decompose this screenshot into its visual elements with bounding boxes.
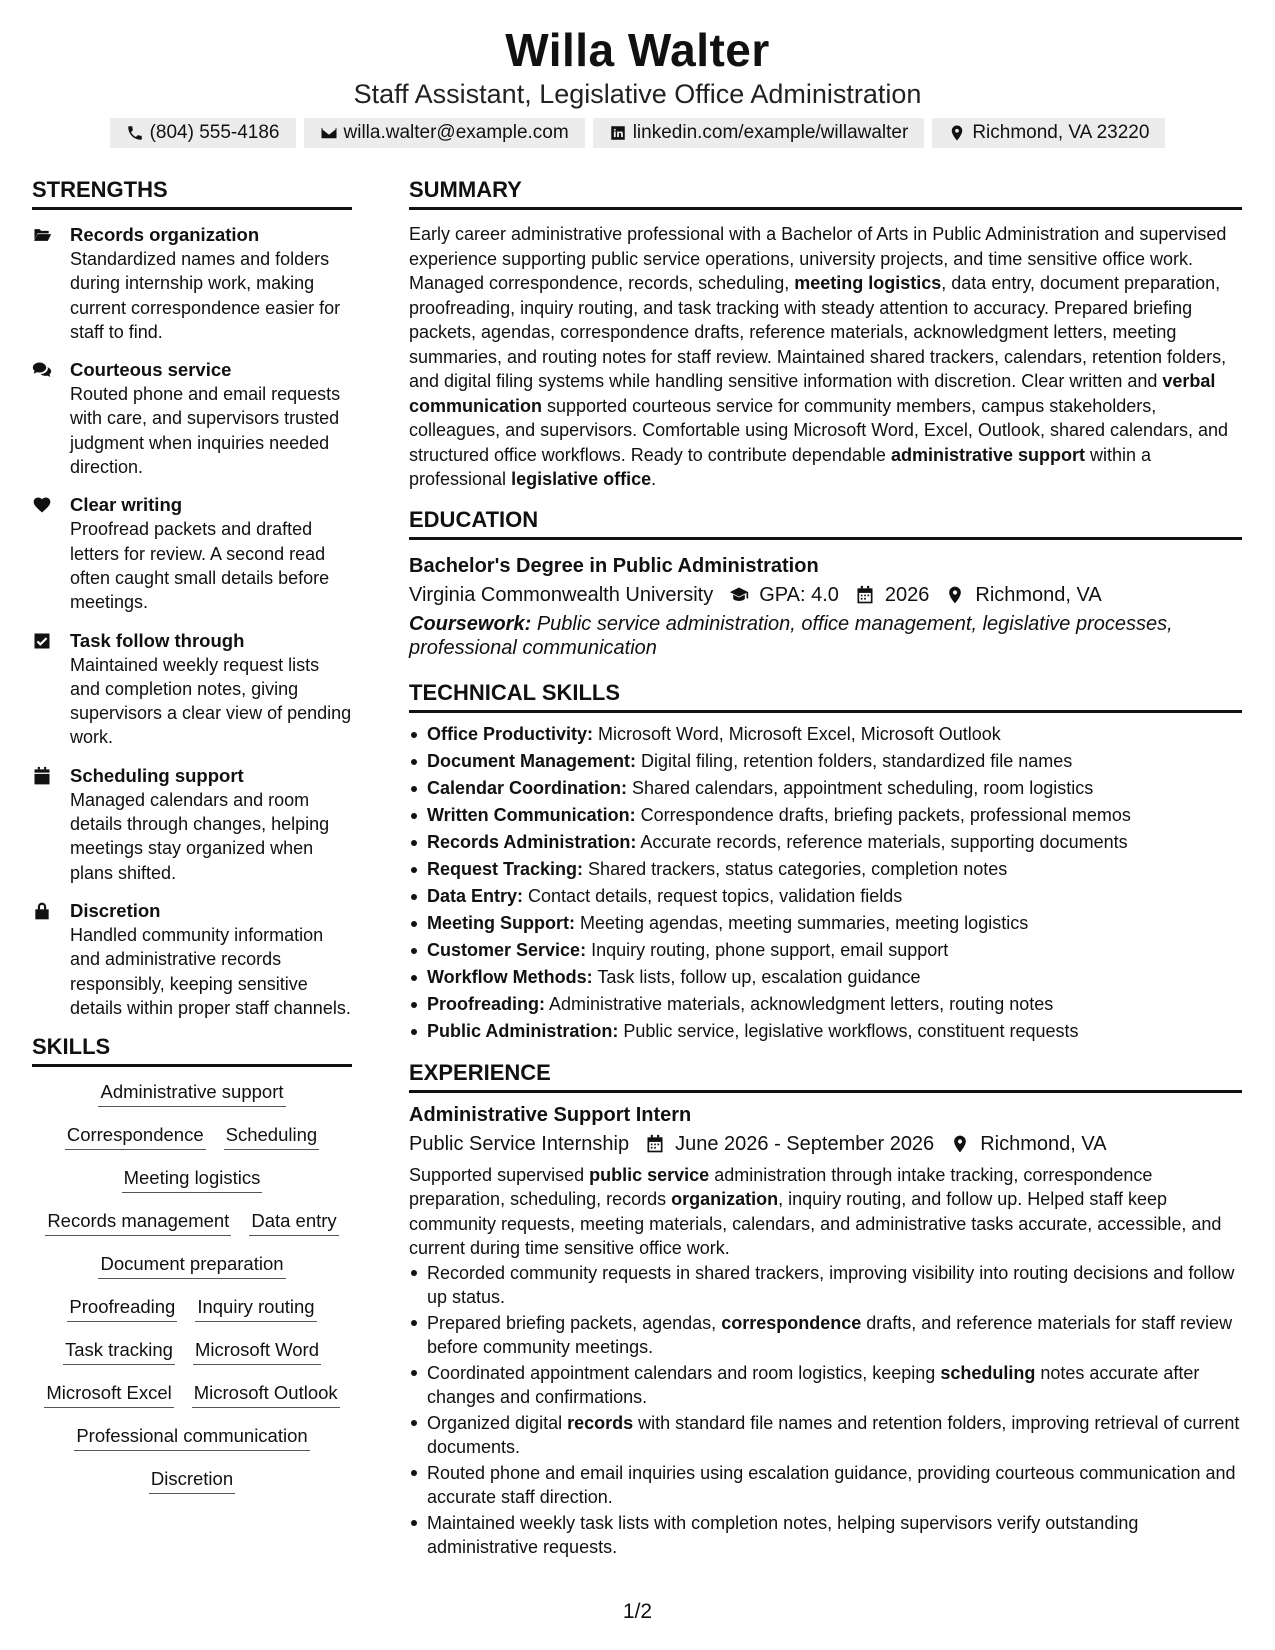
contact-email[interactable]	[304, 118, 585, 148]
technical-skill-label: Office Productivity:	[427, 723, 594, 744]
skill-tag: Microsoft Word	[193, 1337, 321, 1365]
technical-skill-item: Workflow Methods: Task lists, follow up, escalation guidance	[409, 964, 1242, 991]
technical-skill-label: Meeting Support:	[427, 912, 575, 933]
skill-row	[32, 1466, 352, 1494]
technical-skill-item: Document Management: Digital filing, retention folders, standardized file names	[409, 748, 1242, 775]
strengths-heading: STRENGTHS	[32, 176, 352, 210]
right-column	[409, 176, 1242, 1561]
job-org: Public Service Internship	[409, 1132, 630, 1155]
skill-tag: Administrative support	[98, 1079, 285, 1107]
skill-tag: Microsoft Excel	[44, 1380, 173, 1408]
candidate-title: Staff Assistant, Legislative Office Administration	[353, 79, 922, 109]
summary-text: Early career administrative professional with a Bachelor of Arts in Public Administration and supervised experience supporting public service operations, university projects, and time sensitive office work. Managed correspondence, records, scheduling, meeting logistics, data entry, document preparation, proofreading, inquiry routing, and task tracking with steady attention to accuracy. Prepared briefing packets, agendas, correspondence drafts, reference materials, acknowledgment letters, meeting summaries, and routing notes for staff review. Maintained shared trackers, calendars, retention folders, and digital filing systems while handling sensitive information with discretion. Clear written and verbal communication supported courteous service for community members, campus stakeholders, colleagues, and supervisors. Comfortable using Microsoft Word, Excel, Outlook, shared calendars, and structured office workflows. Ready to contribute dependable administrative support within a professional legislative office.	[409, 224, 1229, 489]
calendar-icon	[855, 585, 875, 605]
lock-icon	[32, 901, 52, 921]
technical-skill-item: Office Productivity: Microsoft Word, Microsoft Excel, Microsoft Outlook	[409, 721, 1242, 748]
emphasis-text: scheduling	[940, 1362, 1036, 1383]
emphasis-text: legislative office	[511, 469, 652, 489]
emphasis-text: administrative support	[890, 444, 1085, 465]
left-column	[32, 176, 352, 1509]
emphasis-text: public service	[589, 1164, 710, 1185]
phone-icon	[126, 124, 144, 142]
emphasis-text: organization	[671, 1189, 779, 1209]
technical-skill-item: Public Administration: Public service, legislative workflows, constituent requests	[409, 1018, 1242, 1045]
strength-text: Managed calendars and room details through changes, helping meetings stay organized when plans shifted.	[70, 789, 330, 883]
technical-skill-label: Document Management:	[427, 750, 637, 771]
skill-tag: Records management	[45, 1208, 231, 1236]
skill-tag: Inquiry routing	[195, 1294, 316, 1322]
strength-title: Records organization	[70, 224, 260, 245]
page-number: 1/2	[622, 1600, 653, 1623]
contact-email-text: willa.walter@example.com	[343, 122, 569, 143]
strength-item	[32, 492, 352, 614]
contact-linkedin[interactable]	[593, 118, 925, 148]
chat-bubbles-icon	[32, 360, 52, 380]
skill-row	[32, 1251, 352, 1279]
graduation-cap-icon	[729, 585, 749, 605]
skill-row	[32, 1208, 352, 1236]
map-pin-icon	[948, 124, 966, 142]
contact-linkedin-text: linkedin.com/example/willawalter	[632, 122, 909, 143]
strength-text: Proofread packets and drafted letters for review. A second read often caught small details before meetings.	[70, 519, 330, 613]
technical-skill-label: Request Tracking:	[427, 858, 584, 879]
education-coursework	[409, 612, 1242, 661]
job-title: Administrative Support Intern	[409, 1103, 692, 1126]
technical-skill-label: Public Administration:	[427, 1020, 619, 1041]
education-degree: Bachelor's Degree in Public Administration	[409, 554, 819, 577]
technical-skill-item: Data Entry: Contact details, request topics, validation fields	[409, 883, 1242, 910]
technical-skill-item: Written Communication: Correspondence drafts, briefing packets, professional memos	[409, 802, 1242, 829]
envelope-icon	[320, 124, 338, 142]
skill-tag: Meeting logistics	[122, 1165, 263, 1193]
skill-tag: Correspondence	[65, 1122, 206, 1150]
skills-section	[32, 1033, 352, 1494]
strength-title: Discretion	[70, 899, 161, 921]
strength-title: Task follow through	[70, 629, 245, 651]
skill-tag: Proofreading	[67, 1294, 177, 1322]
heart-icon	[32, 495, 52, 515]
education-year: 2026	[884, 583, 930, 606]
skill-tag: Scheduling	[224, 1122, 320, 1150]
coursework-text: Public service administration, office management, legislative processes, professional communication	[409, 612, 1173, 659]
technical-skills-heading: TECHNICAL SKILLS	[409, 679, 1242, 713]
strength-title: Scheduling support	[70, 764, 244, 786]
technical-skill-item: Calendar Coordination: Shared calendars, appointment scheduling, room logistics	[409, 775, 1242, 802]
coursework-label: Coursework:	[409, 612, 532, 635]
technical-skill-item: Records Administration: Accurate records, reference materials, supporting documents	[409, 829, 1242, 856]
contact-bar	[0, 118, 1275, 148]
job-meta	[409, 1129, 1242, 1159]
linkedin-icon	[609, 124, 627, 142]
job-dates: June 2026 - September 2026	[675, 1132, 935, 1155]
technical-skill-item: Proofreading: Administrative materials, acknowledgment letters, routing notes	[409, 991, 1242, 1018]
skill-tag: Data entry	[249, 1208, 338, 1236]
technical-skill-label: Customer Service:	[427, 939, 587, 960]
skill-tag: Microsoft Outlook	[192, 1380, 340, 1408]
strength-item	[32, 898, 352, 1020]
emphasis-text: records	[567, 1412, 634, 1433]
job-bullet: Coordinated appointment calendars and room logistics, keeping scheduling notes accurate after changes and confirmations.	[409, 1361, 1242, 1410]
job-bullet: Recorded community requests in shared trackers, improving visibility into routing decisions and follow up status.	[409, 1261, 1242, 1310]
skill-row	[32, 1122, 352, 1150]
strength-title: Courteous service	[70, 359, 232, 381]
strength-text: Handled community information and administrative records responsibly, keeping sensitive details within proper staff channels.	[70, 924, 351, 1018]
candidate-name: Willa Walter	[505, 24, 770, 76]
skill-row	[32, 1380, 352, 1408]
skill-row	[32, 1165, 352, 1193]
calendar-icon	[32, 766, 52, 786]
contact-location	[932, 118, 1165, 148]
skill-row	[32, 1337, 352, 1365]
skill-row	[32, 1294, 352, 1322]
job-bullet: Routed phone and email inquiries using escalation guidance, providing courteous communication and accurate staff direction.	[409, 1461, 1242, 1510]
skill-row	[32, 1423, 352, 1451]
skill-row	[32, 1079, 352, 1107]
technical-skill-item: Meeting Support: Meeting agendas, meeting summaries, meeting logistics	[409, 910, 1242, 937]
education-location: Richmond, VA	[975, 583, 1102, 606]
map-pin-icon	[945, 585, 965, 605]
skill-tag: Document preparation	[98, 1251, 285, 1279]
emphasis-text: verbal communication	[409, 371, 1216, 416]
summary-heading: SUMMARY	[409, 176, 1242, 210]
education-school: Virginia Commonwealth University	[409, 583, 714, 606]
experience-heading: EXPERIENCE	[409, 1059, 1242, 1093]
technical-skill-item: Request Tracking: Shared trackers, status categories, completion notes	[409, 856, 1242, 883]
job-bullets	[409, 1261, 1242, 1560]
emphasis-text: meeting logistics	[794, 273, 942, 293]
skill-tag: Professional communication	[74, 1423, 309, 1451]
technical-skills-list	[409, 721, 1242, 1045]
skill-tag: Task tracking	[63, 1337, 175, 1365]
job-intro: Supported supervised public service administration through intake tracking, correspondence preparation, scheduling, records organization, inquiry routing, and follow up. Helped staff keep community requests, meeting materials, calendars, and administrative tasks accurate, accessible, and current during time sensitive office work.	[409, 1164, 1222, 1258]
technical-skill-label: Records Administration:	[427, 831, 637, 852]
skills-heading: SKILLS	[32, 1033, 352, 1067]
emphasis-text: correspondence	[721, 1312, 862, 1333]
resume-header	[0, 22, 1275, 148]
calendar-icon	[645, 1134, 665, 1154]
technical-skill-label: Workflow Methods:	[427, 966, 593, 987]
job-location: Richmond, VA	[980, 1132, 1107, 1155]
education-meta	[409, 580, 1242, 610]
strength-title: Clear writing	[70, 494, 183, 516]
education-gpa: GPA: 4.0	[759, 583, 839, 606]
technical-skill-label: Proofreading:	[427, 993, 546, 1014]
job-bullet: Maintained weekly task lists with completion notes, helping supervisors verify outstanding administrative requests.	[409, 1511, 1242, 1560]
strength-item	[32, 628, 352, 750]
technical-skill-label: Written Communication:	[427, 804, 636, 825]
skills-list	[32, 1079, 352, 1494]
education-heading: EDUCATION	[409, 506, 1242, 540]
strength-text: Routed phone and email requests with care, and supervisors trusted judgment when inquiries needed direction.	[70, 384, 341, 478]
strength-item	[32, 222, 352, 344]
contact-location-text: Richmond, VA 23220	[972, 122, 1150, 143]
map-pin-icon	[950, 1134, 970, 1154]
strength-text: Standardized names and folders during internship work, making current correspondence easier for staff to find.	[70, 249, 341, 342]
technical-skill-label: Data Entry:	[427, 885, 524, 906]
contact-phone-text: (804) 555-4186	[149, 122, 280, 143]
technical-skill-label: Calendar Coordination:	[427, 777, 628, 798]
strength-text: Maintained weekly request lists and completion notes, giving supervisors a clear view of pending work.	[70, 654, 352, 748]
contact-phone[interactable]	[110, 118, 296, 148]
strength-item	[32, 763, 352, 885]
folder-open-icon	[32, 225, 52, 245]
checkbox-icon	[32, 631, 52, 651]
job-bullet: Organized digital records with standard file names and retention folders, improving retrieval of current documents.	[409, 1411, 1242, 1460]
skill-tag: Discretion	[149, 1466, 235, 1494]
technical-skill-item: Customer Service: Inquiry routing, phone support, email support	[409, 937, 1242, 964]
job-bullet: Prepared briefing packets, agendas, correspondence drafts, and reference materials for staff review before community meetings.	[409, 1311, 1242, 1360]
strength-item	[32, 357, 352, 479]
